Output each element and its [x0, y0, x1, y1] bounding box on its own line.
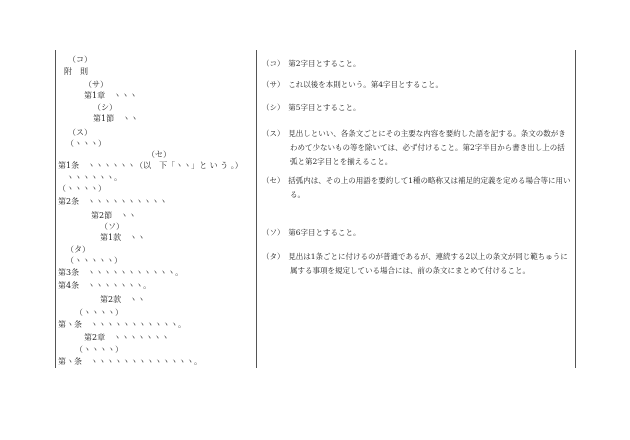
label-su: （ス） [68, 128, 92, 137]
note-ta [262, 250, 572, 278]
section-1-heading: 第1節 ヽヽ [93, 114, 139, 123]
note-sa [262, 78, 568, 92]
note-ko [262, 57, 568, 71]
note-shi [262, 101, 568, 115]
article-caption-1: （ヽヽヽ） [66, 139, 106, 148]
note-text: 括弧内は、その上の用語を要約して1種の略称又は補足的定義を定める場合等に用いる。 [288, 176, 571, 199]
supplementary-provisions-heading: 附 則 [64, 67, 88, 76]
note-so [262, 226, 568, 240]
column-divider-left [55, 50, 56, 368]
note-text: これ以後を本則という。第4字目とすること。 [288, 80, 444, 89]
article-4: 第4条 ヽヽヽヽヽヽヽ。 [58, 281, 152, 290]
note-label: （サ） [262, 80, 281, 89]
article-1-line-1: 第1条 ヽヽヽヽヽヽ（以 下「ヽヽ」と い う 。） [58, 161, 243, 170]
label-sa: （サ） [84, 80, 108, 89]
note-text: 第6字目とすること。 [288, 228, 361, 237]
section-2-heading: 第2節 ヽヽ [91, 211, 137, 220]
label-ko: （コ） [68, 55, 92, 64]
label-shi: （シ） [93, 103, 117, 112]
article-caption-4: （ヽヽヽヽ） [75, 308, 123, 317]
label-so: （ソ） [100, 222, 124, 231]
article-n-2: 第ヽ条 ヽヽヽヽヽヽヽヽヽヽヽヽヽ。 [58, 357, 202, 366]
column-divider-middle [256, 50, 257, 368]
article-3: 第3条 ヽヽヽヽヽヽヽヽヽヽヽ。 [58, 268, 184, 277]
note-label: （タ） [262, 252, 281, 261]
note-text: 第2字目とすること。 [288, 59, 361, 68]
article-1-line-2: ヽヽヽヽヽヽ。 [66, 173, 122, 182]
article-n-1: 第ヽ条 ヽヽヽヽヽヽヽヽヽヽヽ。 [58, 320, 186, 329]
article-caption-3: （ヽヽヽヽヽ） [66, 256, 122, 265]
note-text: 見出は1条ごとに付けるのが普通であるが、連続する2以上の条文が同じ範ちゅうに属する事項を規定している場合には、前の条文にまとめて付けること。 [288, 252, 568, 275]
article-caption-2: （ヽヽヽヽ） [58, 184, 106, 193]
label-se: （セ） [147, 150, 171, 159]
note-label: （ソ） [262, 228, 281, 237]
chapter-1-heading: 第1章 ヽヽヽ [84, 91, 138, 100]
note-label: （ス） [262, 129, 281, 138]
article-caption-5: （ヽヽヽヽ） [75, 345, 123, 354]
note-text: 第5字目とすること。 [288, 103, 361, 112]
note-label: （コ） [262, 59, 281, 68]
note-label: （セ） [262, 176, 281, 185]
note-su [262, 127, 572, 169]
subsection-1-heading: 第1款 ヽヽ [100, 233, 146, 242]
note-label: （シ） [262, 103, 281, 112]
column-divider-right [575, 50, 576, 368]
article-2: 第2条 ヽヽヽヽヽヽヽヽヽヽ [58, 197, 168, 206]
subsection-2-heading: 第2款 ヽヽ [100, 295, 146, 304]
chapter-2-heading: 第2章 ヽヽヽヽヽヽヽ [84, 333, 170, 342]
note-se [262, 174, 572, 202]
label-ta: （タ） [66, 245, 90, 254]
note-text: 見出しといい、各条文ごとにその主要な内容を要約した語を記する。条文の数がきわめて少ないもの等を除いては、必ず付けること。第2字半目から書き出し上の括弧と第2字目とを揃えること。 [288, 129, 566, 166]
